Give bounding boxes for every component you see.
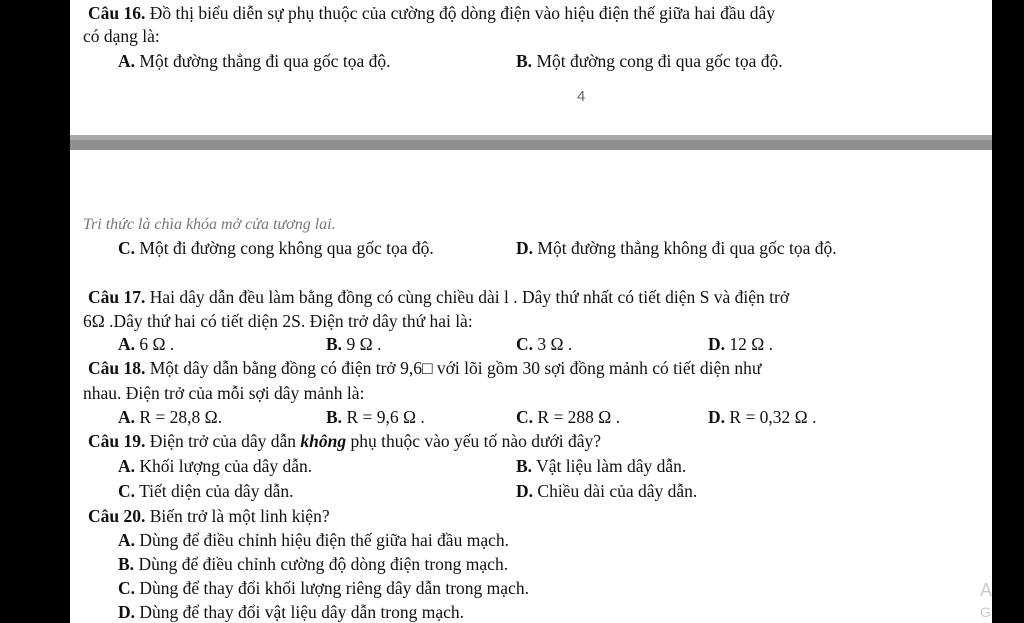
option-letter: A.	[118, 51, 136, 71]
question-text: phụ thuộc vào yếu tố nào dưới đây?	[346, 431, 602, 451]
option-16-b	[516, 50, 783, 72]
option-19-d	[516, 480, 697, 502]
question-18-stem-cont: nhau. Điện trở của mỗi sợi dây mảnh là:	[83, 383, 365, 403]
option-18-c	[516, 406, 620, 428]
option-letter: D.	[708, 407, 726, 427]
option-letter: C.	[118, 481, 136, 501]
option-17-a	[118, 333, 174, 355]
option-19-a	[118, 455, 312, 477]
option-letter: A.	[118, 530, 136, 550]
question-text: Một dây dẫn bằng đồng có điện trở 9,6□ với lõi gồm 30 sợi đồng mảnh có tiết diện như	[145, 358, 762, 378]
option-letter: B.	[326, 407, 343, 427]
option-19-b	[516, 455, 686, 477]
option-text: Tiết diện của dây dẫn.	[135, 481, 294, 501]
option-letter: B.	[516, 456, 533, 476]
document-page-top	[70, 0, 992, 135]
option-20-d	[118, 601, 464, 623]
option-18-d	[708, 406, 816, 428]
option-text: 6 Ω .	[135, 334, 175, 354]
question-text: Hai dây dẫn đều làm bằng đồng có cùng chiều dài l . Dây thứ nhất có tiết diện S và điện trở	[145, 287, 790, 307]
option-letter: C.	[516, 407, 534, 427]
option-letter: D.	[118, 602, 136, 622]
option-text: R = 28,8 Ω.	[135, 407, 223, 427]
option-17-b	[326, 333, 381, 355]
option-19-c	[118, 480, 293, 502]
option-text: Chiều dài của dây dẫn.	[533, 481, 698, 501]
option-text: Một đi đường cong không qua gốc tọa độ.	[135, 238, 434, 258]
option-letter: B.	[326, 334, 343, 354]
option-text: 3 Ω .	[533, 334, 573, 354]
option-text: Dùng để điều chỉnh hiệu điện thế giữa hai đầu mạch.	[135, 530, 509, 550]
option-text: Dùng để thay đổi vật liệu dây dẫn trong mạch.	[135, 602, 465, 622]
option-letter: A.	[118, 456, 136, 476]
emphasis-text: không	[300, 431, 347, 451]
question-number: Câu 19.	[88, 431, 146, 451]
option-text: 9 Ω .	[342, 334, 382, 354]
header-motto: Tri thức là chìa khóa mở cửa tương lai.	[83, 216, 336, 233]
option-letter: B.	[118, 554, 135, 574]
option-letter: D.	[516, 481, 534, 501]
question-number: Câu 17.	[88, 287, 146, 307]
option-text: Một đường thẳng không đi qua gốc tọa độ.	[533, 238, 837, 258]
option-18-a	[118, 406, 222, 428]
question-19-stem	[88, 430, 601, 452]
option-16-c	[118, 237, 434, 259]
option-letter: D.	[708, 334, 726, 354]
option-text: Một đường thẳng đi qua gốc tọa độ.	[135, 51, 391, 71]
option-text: R = 288 Ω .	[533, 407, 621, 427]
option-text: Một đường cong đi qua gốc tọa độ.	[532, 51, 783, 71]
question-number: Câu 16.	[88, 3, 146, 23]
option-letter: A.	[118, 407, 136, 427]
question-17-stem	[88, 286, 789, 308]
option-20-b	[118, 553, 508, 575]
option-text: Vật liệu làm dây dẫn.	[532, 456, 687, 476]
page-number: 4	[577, 88, 586, 105]
option-letter: D.	[516, 238, 534, 258]
question-18-stem	[88, 357, 761, 379]
option-text: R = 9,6 Ω .	[342, 407, 425, 427]
question-16-stem	[88, 2, 775, 24]
question-17-stem-cont: 6Ω .Dây thứ hai có tiết diện 2S. Điện trở dây thứ hai là:	[83, 311, 473, 331]
question-number: Câu 20.	[88, 506, 146, 526]
document-page-bottom	[70, 150, 992, 623]
page-separator-shadow	[70, 140, 992, 150]
option-text: 12 Ω .	[725, 334, 774, 354]
option-16-d	[516, 237, 837, 259]
option-16-a	[118, 50, 390, 72]
option-20-c	[118, 577, 529, 599]
option-17-d	[708, 333, 773, 355]
option-20-a	[118, 529, 509, 551]
option-letter: B.	[516, 51, 533, 71]
option-text: Khối lượng của dây dẫn.	[135, 456, 313, 476]
option-letter: A.	[118, 334, 136, 354]
question-text: Điện trở của dây dẫn	[145, 431, 301, 451]
viewer-right-gutter	[992, 0, 1024, 623]
question-20-stem	[88, 505, 330, 527]
option-text: Dùng để thay đổi khối lượng riêng dây dẫn trong mạch.	[135, 578, 529, 598]
question-text: Đồ thị biểu diễn sự phụ thuộc của cường độ dòng điện vào hiệu điện thế giữa hai đầu dây	[145, 3, 776, 23]
option-letter: C.	[118, 238, 136, 258]
option-17-c	[516, 333, 572, 355]
side-glyph-a: A	[980, 580, 993, 600]
question-number: Câu 18.	[88, 358, 146, 378]
question-text: Biến trở là một linh kiện?	[145, 506, 330, 526]
option-18-b	[326, 406, 425, 428]
option-text: R = 0,32 Ω .	[725, 407, 817, 427]
side-glyph-g: G	[980, 604, 991, 620]
question-16-stem-cont: có dạng là:	[83, 26, 160, 46]
option-letter: C.	[118, 578, 136, 598]
option-letter: C.	[516, 334, 534, 354]
option-text: Dùng để điều chỉnh cường độ dòng điện trong mạch.	[134, 554, 509, 574]
